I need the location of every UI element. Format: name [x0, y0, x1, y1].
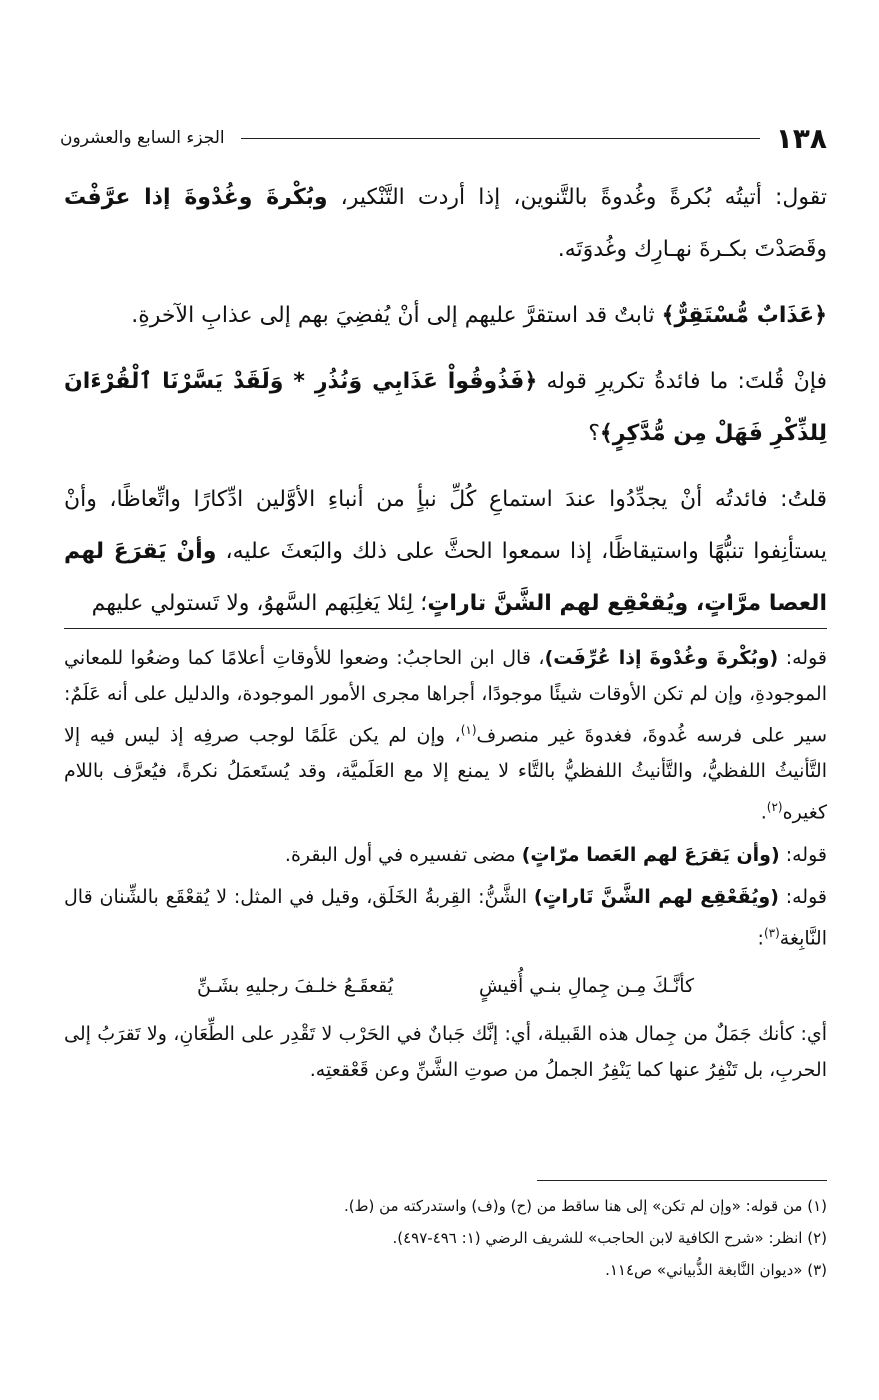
bold-text-run: (ويُقَعْقِع لهم الشَّنَّ تَاراتٍ) — [533, 885, 779, 908]
text-run: ؛ لِئلا يَغلِبَهم السَّهوُ، ولا تَستولي عليهم — [91, 591, 428, 616]
footnotes — [64, 1190, 827, 1286]
text-run: وقَصَدْتَ بكـرةَ نهـارِك وغُدوَتَه. — [557, 237, 827, 262]
header-rule — [241, 138, 760, 139]
main-text — [64, 172, 827, 644]
text-run: قوله: — [778, 885, 827, 908]
main-paragraph — [64, 356, 827, 460]
main-paragraph — [64, 290, 827, 342]
footnote-rule — [537, 1180, 827, 1181]
footnote-item: (١) من قوله: «وإن لم تكن» إلى هنا ساقط من (ح) و(ف) واستدركته من (ط). — [343, 1197, 827, 1215]
text-run: قوله: — [779, 843, 827, 866]
text-run: قلتُ: فائدتُه أنْ يجدِّدُوا عندَ استماعِ كُلِّ نبأٍ من أنباءِ الأوَّلين ادِّكارًا واتِّعاظًا، وأنْ يستأنِفوا تنبُّهًا واستيقاظًا، إذا سمعوا الحثَّ على ذلك والبَعثَ عليه، — [64, 487, 828, 564]
text-run: ثابتٌ قد استقرَّ عليهم إلى أنْ يُفضِيَ بهم إلى عذابِ الآخرةِ. — [131, 303, 662, 328]
text-run: : — [757, 926, 764, 949]
quran-quote: ﴿فَذُوقُواْ عَذَابِي وَنُذُرِ * وَلَقَدْ يَسَّرْنَا ٱلْقُرْءَانَ لِلذِّكْرِ فَهَلْ مِن مُّدَّكِرٍ﴾ — [64, 369, 827, 446]
text-run: الشَّنُّ: القِربةُ الخَلَق، وقيل في المثل: لا يُقعْقَع بالشِّنان قال النَّابِغة — [64, 885, 827, 949]
commentary-paragraph: أي: كأنك جَمَلٌ من جِمال هذه القَبيلة، أي: إنَّك جَبانٌ في الحَرْب لا تَقْدِر على الطِّعَانِ، ولا تَقرَبُ إلى الحربِ، بل تَنْفِرُ عنها كما يَنْفِرُ الجملُ من صوتِ الشَّنِّ وعن قَعْقعتِه. — [64, 1022, 827, 1081]
text-run: فإنْ قُلتَ: ما فائدةُ تكريرِ قوله — [537, 369, 827, 394]
text-run: ، قال ابن الحاجبُ: وضعوا للأوقاتِ أعلامًا كما وضعُوا للمعاني الموجودةِ، وإن لم تكن الأوقات شيئًا موجودًا، أجراها مجرى الأمور الموجودة، والدليل على أنه عَلَمٌ: سير على فرسه غُدوةَ، فغدوةَ غير منصرف — [64, 647, 827, 747]
commentary-paragraph — [64, 640, 827, 831]
footnote-item: (٣) «ديوان النَّابغة الذُّبياني» ص١١٤. — [605, 1261, 827, 1279]
text-run: ، وإن لم يكن عَلَمًا لوجب صرفِه إذ ليس فيه إلا التَّأنيثُ اللفظيُّ، والتَّأنيثُ اللفظيُّ بالتَّاء لا يمنع إلا مع العَلَميَّة، وقد يُستَعمَلُ نكرةً، فيُعرَّف باللام كغيره — [64, 724, 827, 824]
commentary-divider — [64, 628, 827, 629]
text-run: . — [760, 801, 767, 824]
bold-text-run: وبُكْرةَ وغُدْوةَ إذا عرَّفْتَ — [64, 185, 328, 210]
commentary-paragraph — [64, 879, 827, 956]
verse-first-hemistich: كأنَّـكَ مِـن جِمالِ بنـي أُقيشٍ — [478, 974, 695, 997]
bold-text-run: (وبُكْرةَ وغُدْوةَ إذا عُرِّفَت) — [544, 647, 779, 669]
main-paragraph — [64, 474, 827, 630]
bold-text-run: وأنْ يَقرَعَ لهم العصا مرَّاتٍ، ويُقعْقِع لهم الشَّنَّ تاراتٍ — [64, 539, 827, 616]
text-run: مضى تفسيره في أول البقرة. — [284, 843, 522, 866]
poetry-verse — [64, 962, 827, 1010]
text-run: تقول: أتيتُه بُكرةً وغُدوةً بالتَّنوين، إذا أردت التَّنْكير، — [327, 185, 827, 210]
bold-text-run: (وأن يَقرَعَ لهم العَصا مرّاتٍ) — [521, 843, 780, 866]
running-header — [60, 118, 827, 158]
quran-quote: ﴿عَذَابٌ مُّسْتَقِرٌّ﴾ — [661, 303, 827, 328]
verse-second-hemistich: يُقعقَـعُ خلـفَ رجليهِ بشَـنِّ — [196, 974, 394, 997]
commentary-paragraph — [64, 837, 827, 873]
footnote-ref[interactable]: (٣) — [763, 925, 780, 940]
main-paragraph — [64, 172, 827, 276]
footnote-ref[interactable]: (١) — [460, 723, 477, 737]
commentary-text — [64, 640, 827, 1094]
running-title: الجزء السابع والعشرون — [60, 128, 225, 148]
page-number: ١٣٨ — [775, 121, 827, 155]
footnote-ref[interactable]: (٢) — [766, 800, 783, 815]
text-run: قوله: — [778, 647, 827, 669]
text-run: ؟ — [588, 421, 600, 446]
footnote-item: (٢) انظر: «شرح الكافية لابن الحاجب» للشريف الرضي (١: ٤٩٦-٤٩٧). — [392, 1229, 827, 1247]
